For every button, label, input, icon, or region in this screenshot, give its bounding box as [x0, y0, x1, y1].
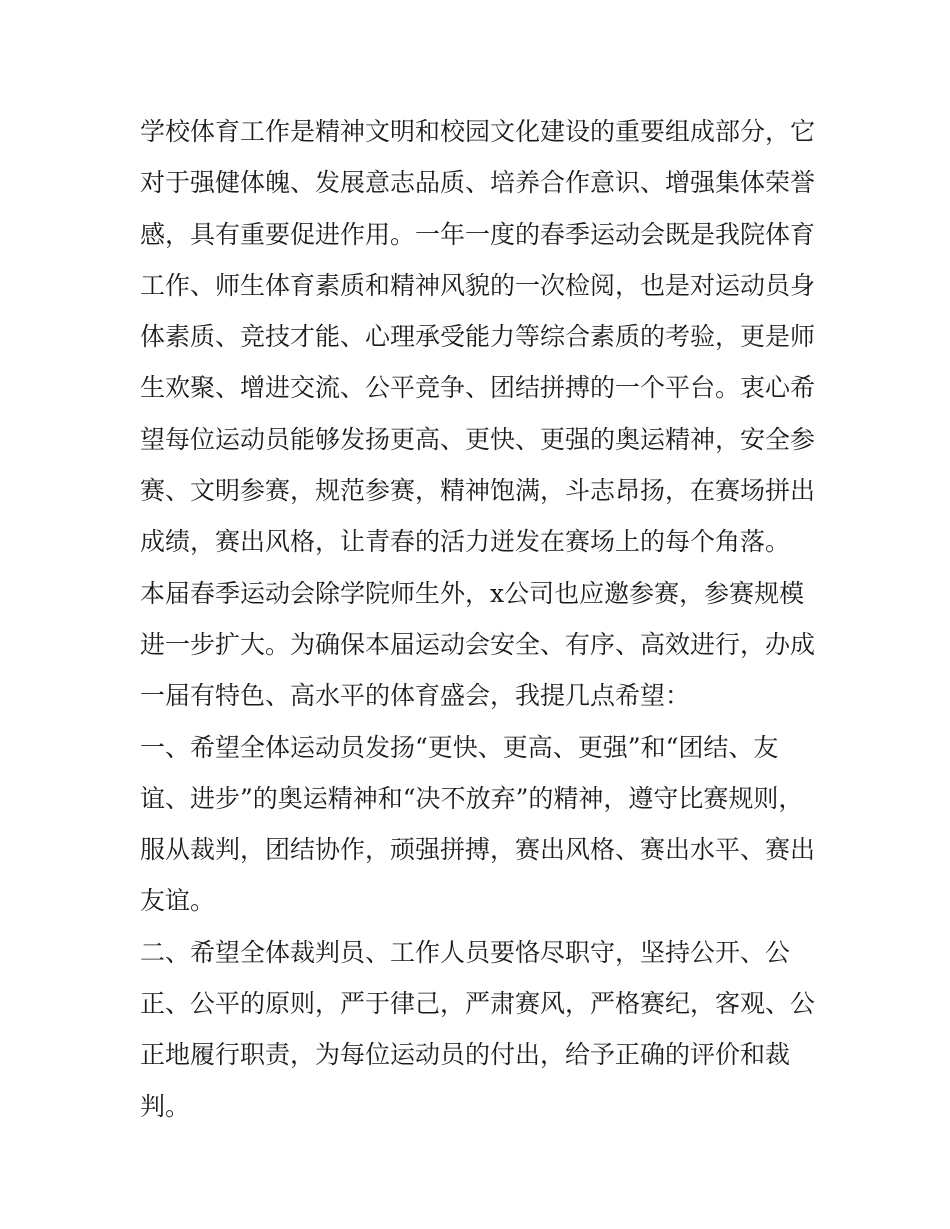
text-line: 感，具有重要促进作用。一年一度的春季运动会既是我院体育	[140, 219, 816, 249]
text-line: 本届春季运动会除学院师生外，x公司也应邀参赛，参赛规模	[140, 578, 805, 608]
text-line: 正、公平的原则，严于律己，严肃赛风，严格赛纪，客观、公	[140, 989, 816, 1019]
text-line: 一届有特色、高水平的体育盛会，我提几点希望：	[140, 681, 691, 711]
document-body	[140, 106, 820, 1132]
text-line: 望每位运动员能够发扬更高、更快、更强的奥运精神，安全参	[140, 424, 816, 454]
text-line: 谊、进步”的奥运精神和“决不放弃”的精神，遵守比赛规则，	[140, 783, 804, 813]
text-line: 学校体育工作是精神文明和校园文化建设的重要组成部分，它	[140, 117, 816, 146]
text-line: 生欢聚、增进交流、公平竞争、团结拼搏的一个平台。衷心希	[140, 373, 816, 403]
text-line: 对于强健体魄、发展意志品质、培养合作意识、增强集体荣誉	[140, 168, 816, 198]
text-line: 判。	[140, 1091, 191, 1121]
text-line: 服从裁判，团结协作，顽强拼搏，赛出风格、赛出水平、赛出	[140, 835, 816, 865]
text-line: 友谊。	[140, 886, 216, 916]
text-line: 一、希望全体运动员发扬“更快、更高、更强”和“团结、友	[140, 732, 779, 762]
text-line: 赛、文明参赛，规范参赛，精神饱满，斗志昂扬，在赛场拼出	[140, 476, 816, 506]
text-line: 成绩，赛出风格，让青春的活力迸发在赛场上的每个角落。	[140, 527, 791, 557]
text-line: 二、希望全体裁判员、工作人员要恪尽职守，坚持公开、公	[140, 937, 791, 967]
text-line: 体素质、竞技才能、心理承受能力等综合素质的考验，更是师	[140, 322, 816, 352]
text-line: 进一步扩大。为确保本届运动会安全、有序、高效进行，办成	[140, 629, 816, 659]
text-line: 正地履行职责，为每位运动员的付出，给予正确的评价和裁	[140, 1040, 791, 1070]
text-line: 工作、师生体育素质和精神风貌的一次检阅，也是对运动员身	[140, 270, 816, 300]
